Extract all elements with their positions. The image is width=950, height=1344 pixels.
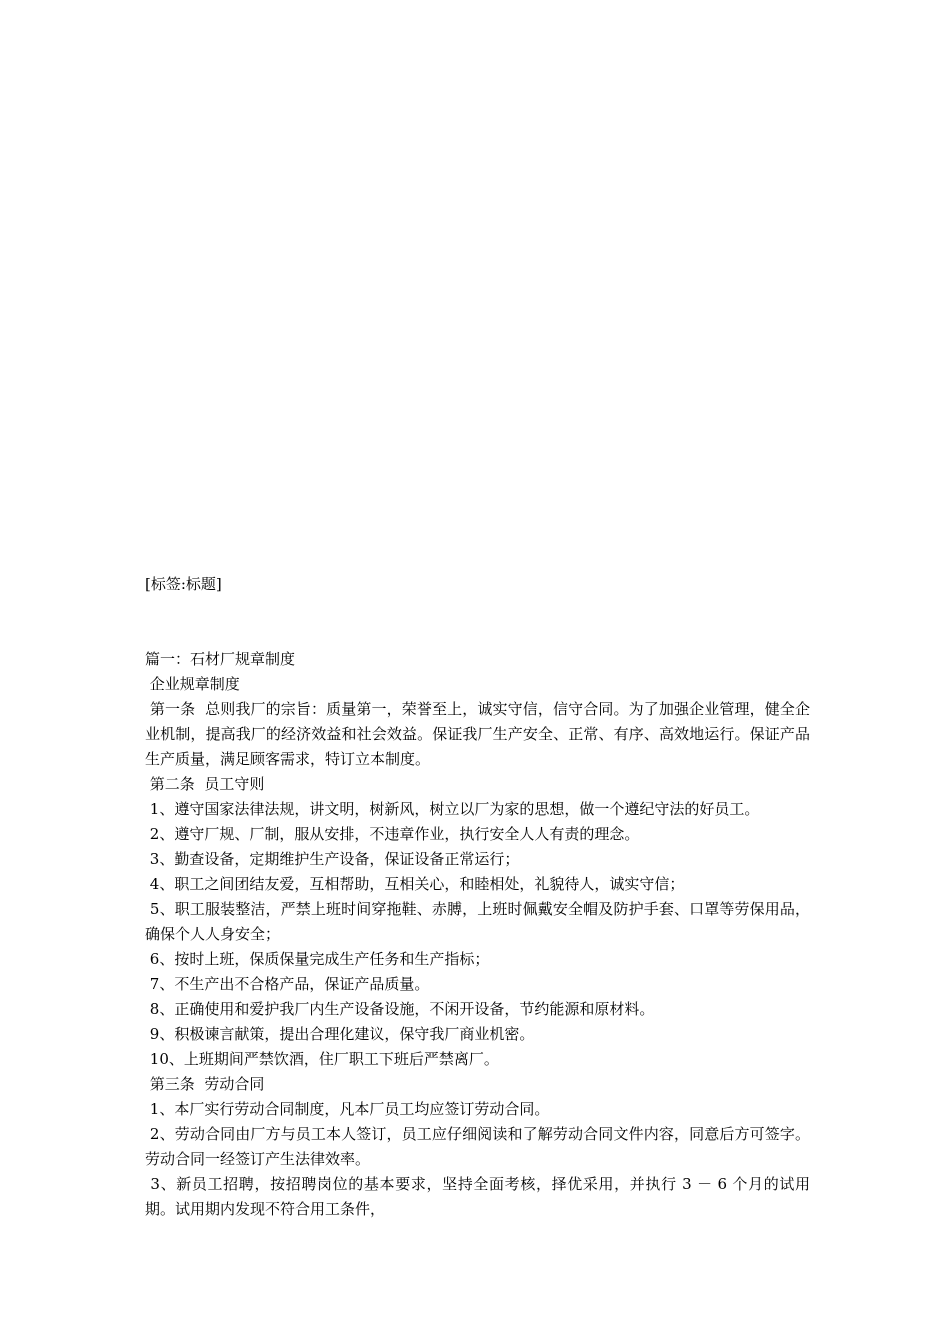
rule-item: 9、积极谏言献策，提出合理化建议，保守我厂商业机密。 xyxy=(145,1025,535,1043)
rule-item: 10、上班期间严禁饮酒，住厂职工下班后严禁离厂。 xyxy=(145,1050,499,1068)
rule-item: 7、不生产出不合格产品，保证产品质量。 xyxy=(145,975,430,993)
rule-item: 5、职工服装整洁，严禁上班时间穿拖鞋、赤膊，上班时佩戴安全帽及防护手套、口罩等劳保用品，确保个人人身安全； xyxy=(145,900,810,943)
rule-item: 2、遵守厂规、厂制，服从安排，不违章作业，执行安全人人有责的理念。 xyxy=(145,825,640,843)
chapter-title: 篇一：石材厂规章制度 xyxy=(145,650,296,668)
rule-item: 4、职工之间团结友爱，互相帮助，互相关心，和睦相处，礼貌待人，诚实守信； xyxy=(145,875,685,893)
section-heading: 企业规章制度 xyxy=(145,675,240,693)
article-paragraph: 第一条 总则我厂的宗旨：质量第一，荣誉至上，诚实守信，信守合同。为了加强企业管理，健全企业机制，提高我厂的经济效益和社会效益。保证我厂生产安全、正常、有序、高效地运行。保证产品生产质量，满足顾客需求，特订立本制度。 xyxy=(145,700,810,768)
article-heading: 第三条 劳动合同 xyxy=(145,1075,265,1093)
rule-item: 1、遵守国家法律法规，讲文明，树新风，树立以厂为家的思想，做一个遵纪守法的好员工。 xyxy=(145,800,760,818)
article-heading: 第二条 员工守则 xyxy=(145,775,265,793)
contract-item: 2、劳动合同由厂方与员工本人签订，员工应仔细阅读和了解劳动合同文件内容，同意后方可签字。劳动合同一经签订产生法律效率。 xyxy=(145,1125,810,1168)
contract-item: 1、本厂实行劳动合同制度，凡本厂员工均应签订劳动合同。 xyxy=(145,1100,550,1118)
document-body xyxy=(145,647,810,1222)
tag-label: [标签:标题] xyxy=(145,575,222,593)
rule-item: 3、勤查设备，定期维护生产设备，保证设备正常运行； xyxy=(145,850,520,868)
contract-item: 3、新员工招聘，按招聘岗位的基本要求，坚持全面考核，择优采用，并执行 3 － 6 个月的试用期。试用期内发现不符合用工条件， xyxy=(145,1175,810,1218)
rule-item: 6、按时上班，保质保量完成生产任务和生产指标； xyxy=(145,950,490,968)
rule-item: 8、正确使用和爱护我厂内生产设备设施，不闲开设备，节约能源和原材料。 xyxy=(145,1000,655,1018)
